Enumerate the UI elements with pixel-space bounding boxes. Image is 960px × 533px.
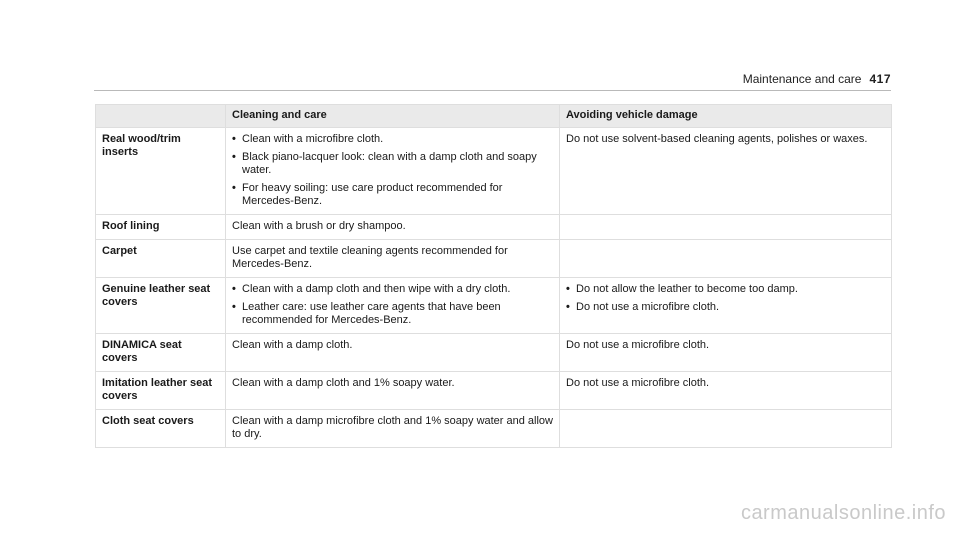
- section-title: Maintenance and care: [742, 72, 862, 86]
- row-item: DINAMICA seat covers: [96, 334, 226, 372]
- running-header: [743, 72, 891, 86]
- damage-cell: [560, 215, 892, 240]
- care-cell: [226, 128, 560, 215]
- care-list: [232, 133, 553, 208]
- bullet-icon: •: [232, 133, 236, 145]
- damage-text: Do not allow the leather to become too damp.: [576, 283, 798, 295]
- page-number: 417: [869, 72, 891, 86]
- bullet-icon: •: [232, 301, 236, 313]
- care-cell: Clean with a damp cloth and 1% soapy water.: [226, 372, 560, 410]
- row-item: Carpet: [96, 240, 226, 278]
- care-cell: Clean with a brush or dry shampoo.: [226, 215, 560, 240]
- table-row: [96, 240, 892, 278]
- watermark-text: carmanualsonline.info: [740, 502, 946, 524]
- bullet-icon: •: [566, 301, 570, 313]
- care-bullet: [232, 151, 553, 177]
- damage-cell: Do not use solvent-based cleaning agents, polishes or waxes.: [560, 128, 892, 215]
- damage-cell: Do not use a microfibre cloth.: [560, 334, 892, 372]
- row-item: Genuine leather seat covers: [96, 278, 226, 334]
- care-bullet: [232, 133, 553, 146]
- bullet-icon: •: [232, 151, 236, 163]
- care-list: [232, 283, 553, 327]
- care-cell: [226, 278, 560, 334]
- column-header-damage: Avoiding vehicle damage: [560, 105, 892, 128]
- cleaning-care-table: [95, 104, 892, 448]
- page-header: [94, 72, 891, 91]
- care-bullet: [232, 182, 553, 208]
- damage-cell: Do not use a microfibre cloth.: [560, 372, 892, 410]
- care-text: Leather care: use leather care agents that have been recommended for Mercedes-Benz.: [242, 301, 501, 326]
- care-text: For heavy soiling: use care product recommended for Mercedes-Benz.: [242, 182, 503, 207]
- damage-cell: [560, 410, 892, 448]
- row-item: Cloth seat covers: [96, 410, 226, 448]
- care-bullet: [232, 301, 553, 327]
- table-row: [96, 215, 892, 240]
- table-header-row: [96, 105, 892, 128]
- damage-text: Do not use a microfibre cloth.: [576, 301, 720, 313]
- care-text: Clean with a microfibre cloth.: [242, 133, 384, 145]
- bullet-icon: •: [566, 283, 570, 295]
- column-header-care: Cleaning and care: [226, 105, 560, 128]
- damage-cell: [560, 278, 892, 334]
- table-row: [96, 278, 892, 334]
- care-cell: Clean with a damp microfibre cloth and 1% soapy water and allow to dry.: [226, 410, 560, 448]
- bullet-icon: •: [232, 283, 236, 295]
- care-cell: Clean with a damp cloth.: [226, 334, 560, 372]
- damage-bullet: [566, 301, 885, 314]
- damage-bullet: [566, 283, 885, 296]
- bullet-icon: •: [232, 182, 236, 194]
- row-item: Real wood/trim inserts: [96, 128, 226, 215]
- care-bullet: [232, 283, 553, 296]
- table-row: [96, 334, 892, 372]
- table-row: [96, 372, 892, 410]
- column-header-item: [96, 105, 226, 128]
- row-item: Imitation leather seat covers: [96, 372, 226, 410]
- damage-cell: [560, 240, 892, 278]
- table-row: [96, 128, 892, 215]
- care-text: Black piano-lacquer look: clean with a damp cloth and soapy water.: [242, 151, 537, 176]
- care-cell: Use carpet and textile cleaning agents recommended for Mercedes-Benz.: [226, 240, 560, 278]
- care-text: Clean with a damp cloth and then wipe with a dry cloth.: [242, 283, 511, 295]
- damage-list: [566, 283, 885, 314]
- table-row: [96, 410, 892, 448]
- row-item: Roof lining: [96, 215, 226, 240]
